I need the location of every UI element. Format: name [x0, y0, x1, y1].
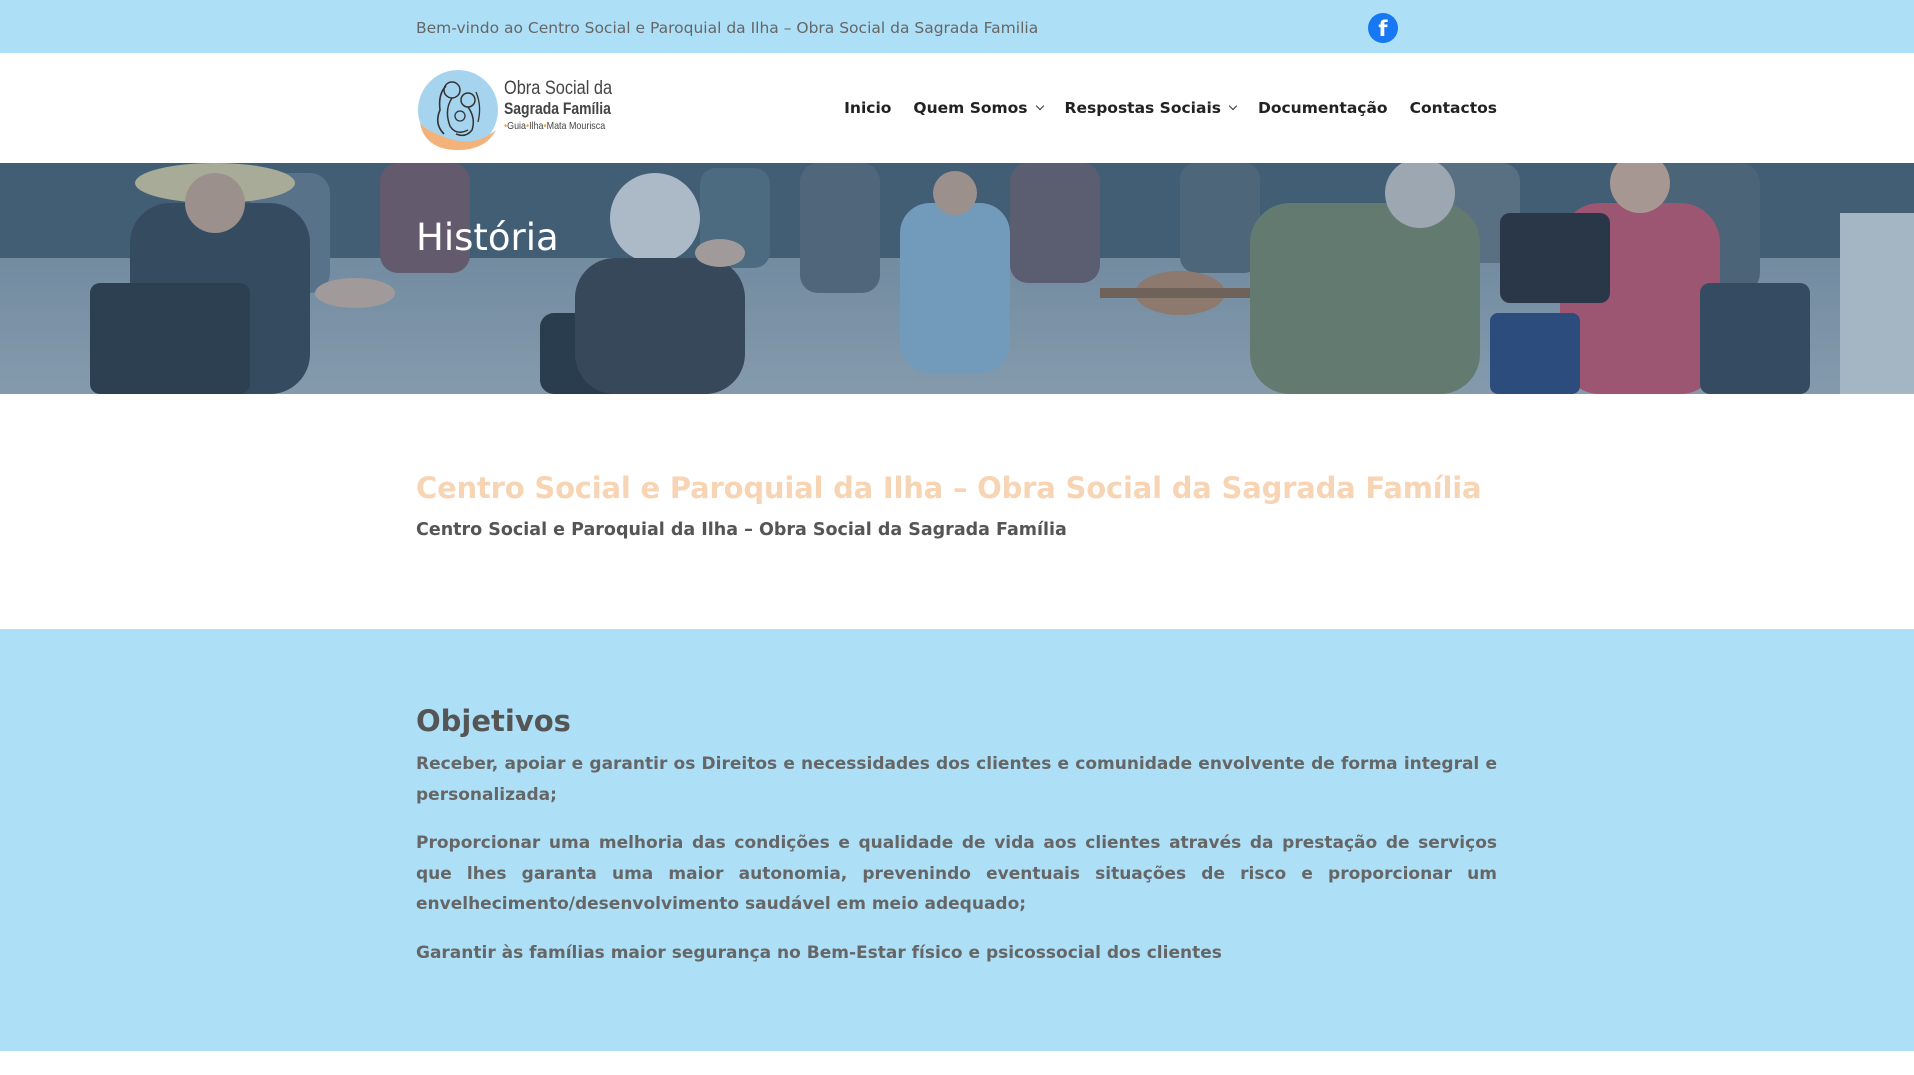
objective-paragraph: Receber, apoiar e garantir os Direitos e necessidades dos clientes e comunidade envolvente de forma integral e personalizada; — [416, 754, 1497, 805]
main-navigation — [844, 53, 1497, 163]
facebook-icon[interactable]: f — [1368, 13, 1398, 43]
nav-item-label: Respostas Sociais — [1064, 99, 1221, 117]
nav-item-contactos[interactable] — [1410, 99, 1497, 117]
chevron-down-icon — [1229, 102, 1237, 110]
nav-item-documentacao[interactable] — [1258, 99, 1388, 117]
nav-item-label: Contactos — [1409, 99, 1497, 117]
logo-text-line3: •Guia•Ilha•Mata Mourisca — [504, 120, 606, 132]
nav-item-label: Quem Somos — [913, 99, 1028, 117]
holy-family-logo-icon — [416, 64, 502, 152]
logo-text-line1: Obra Social da — [504, 78, 613, 99]
chevron-down-icon — [1035, 102, 1043, 110]
objective-paragraph: Proporcionar uma melhoria das condições e qualidade de vida aos clientes através da prestação de serviços que lhes garanta uma maior autonomia, prevenindo eventuais situações de risco e proporcionar um envelhecimento/desenvolvimento saudável em meio adequado; — [416, 833, 1497, 914]
page-title: História — [416, 216, 559, 259]
objectives-section — [0, 629, 1914, 1051]
logo-text-line2: Sagrada Família — [504, 99, 611, 118]
site-header — [0, 53, 1914, 163]
nav-item-quem-somos[interactable] — [913, 99, 1042, 117]
objective-paragraph: Garantir às famílias maior segurança no Bem-Estar físico e psicossocial dos clientes — [416, 942, 1222, 963]
nav-item-respostas-sociais[interactable] — [1065, 99, 1236, 117]
objectives-heading: Objetivos — [416, 704, 571, 738]
welcome-message: Bem-vindo ao Centro Social e Paroquial da Ilha – Obra Social da Sagrada Familia — [416, 19, 1039, 37]
nav-item-label: Documentação — [1257, 99, 1388, 117]
hero-overlay — [0, 163, 1914, 394]
top-bar — [0, 0, 1914, 53]
objectives-list — [416, 749, 1497, 986]
site-logo[interactable] — [416, 64, 616, 152]
nav-item-label: Inicio — [844, 99, 892, 117]
nav-item-inicio[interactable] — [844, 99, 891, 117]
intro-subheading: Centro Social e Paroquial da Ilha – Obra Social da Sagrada Família — [416, 520, 1067, 540]
hero-banner — [0, 163, 1914, 394]
intro-section — [0, 394, 1914, 629]
intro-heading: Centro Social e Paroquial da Ilha – Obra Social da Sagrada Família — [416, 471, 1482, 505]
